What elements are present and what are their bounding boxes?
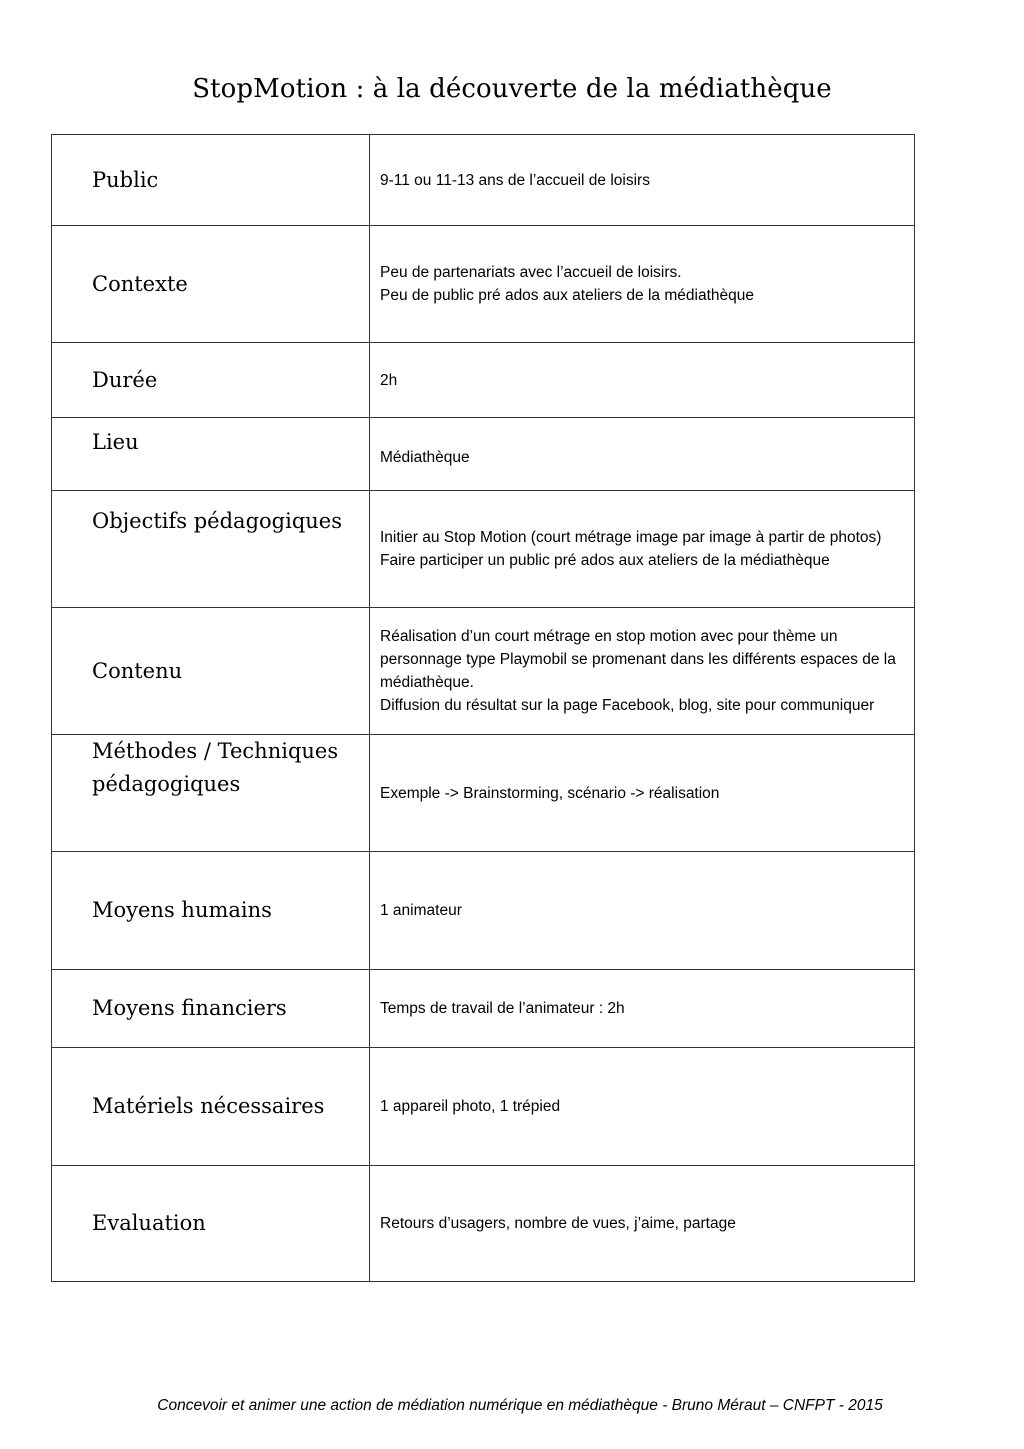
table-row — [52, 226, 915, 343]
row-value — [370, 852, 915, 970]
row-label: Moyens financiers — [52, 970, 370, 1048]
page-title: StopMotion : à la découverte de la médiathèque — [192, 74, 832, 104]
row-value — [370, 608, 915, 735]
value-line: Faire participer un public pré ados aux ateliers de la médiathèque — [380, 552, 830, 569]
row-label: Matériels nécessaires — [52, 1048, 370, 1166]
value-line: 2h — [380, 371, 398, 389]
row-value — [370, 491, 915, 608]
table-row — [52, 1048, 915, 1166]
row-value — [370, 343, 915, 418]
row-value — [370, 226, 915, 343]
row-label: Objectifs pédagogiques — [52, 491, 370, 608]
table-row — [52, 970, 915, 1048]
row-label: Lieu — [52, 418, 370, 491]
value-line: Temps de travail de l’animateur : 2h — [380, 1000, 625, 1017]
value-line: 1 appareil photo, 1 trépied — [380, 1098, 561, 1115]
value-line: Peu de public pré ados aux ateliers de la médiathèque — [380, 287, 754, 304]
row-label: Public — [52, 135, 370, 226]
value-line: 9-11 ou 11-13 ans de l’accueil de loisirs — [380, 171, 650, 189]
row-label: Durée — [52, 343, 370, 418]
row-value — [370, 135, 915, 226]
table-row — [52, 735, 915, 852]
row-label: Contexte — [52, 226, 370, 343]
value-line: Peu de partenariats avec l’accueil de loisirs. — [380, 264, 682, 281]
table-row — [52, 1166, 915, 1282]
row-label: Méthodes / Techniques pédagogiques — [52, 735, 370, 852]
table-row — [52, 852, 915, 970]
row-value — [370, 1048, 915, 1166]
row-label: Contenu — [52, 608, 370, 735]
row-value — [370, 1166, 915, 1282]
table-row — [52, 343, 915, 418]
value-line: Initier au Stop Motion (court métrage image par image à partir de photos) — [380, 529, 882, 546]
row-value — [370, 418, 915, 491]
row-label: Moyens humains — [52, 852, 370, 970]
row-value — [370, 735, 915, 852]
table-row — [52, 135, 915, 226]
table-row — [52, 491, 915, 608]
value-line: Exemple -> Brainstorming, scénario -> réalisation — [380, 784, 720, 802]
info-table — [51, 134, 915, 1282]
value-line: 1 animateur — [380, 902, 462, 919]
table-row — [52, 608, 915, 735]
table-row — [52, 418, 915, 491]
row-value — [370, 970, 915, 1048]
row-label: Evaluation — [52, 1166, 370, 1282]
page-footer: Concevoir et animer une action de médiation numérique en médiathèque - Bruno Méraut – CNFPT - 2015 — [157, 1397, 883, 1414]
value-line: Diffusion du résultat sur la page Facebook, blog, site pour communiquer — [380, 697, 875, 714]
value-line: Médiathèque — [380, 448, 470, 466]
value-line: Retours d’usagers, nombre de vues, j’aime, partage — [380, 1215, 736, 1232]
value-line: Réalisation d’un court métrage en stop motion avec pour thème un personnage type Playmobil se promenant dans les différents espaces de la médiathèque. — [380, 628, 896, 691]
